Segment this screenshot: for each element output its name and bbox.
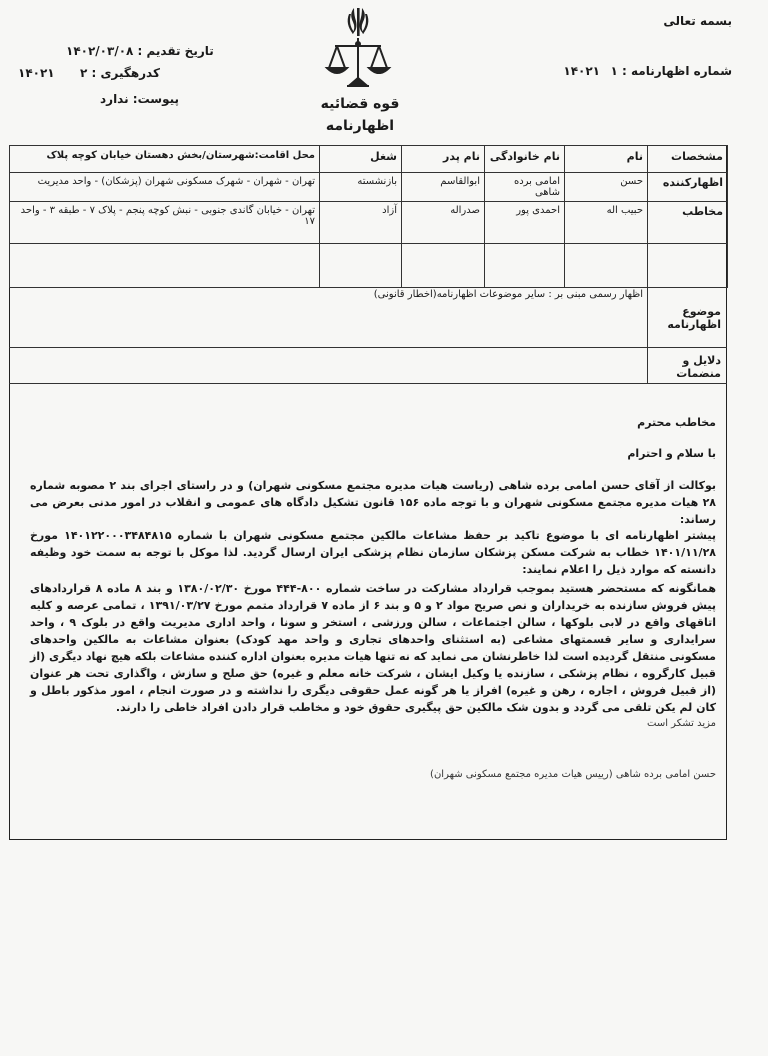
- declaration-number-label: شماره اظهارنامه : ۱: [610, 64, 732, 78]
- addressee-last-name: احمدی پور: [485, 202, 565, 244]
- tracking-code-label: کدرهگیری : ۲: [80, 66, 160, 80]
- reasons-label: دلایل و منضمات: [647, 348, 727, 384]
- declarant-first-name: حسن: [565, 173, 648, 202]
- reasons-row: [9, 348, 727, 384]
- table-header-row: [10, 146, 728, 173]
- document-title: اظهارنامه: [325, 118, 395, 134]
- org-name: قوه قضائیه: [320, 96, 400, 112]
- subject-row: [9, 285, 727, 348]
- thanks-line: مزید تشکر است: [647, 718, 716, 729]
- salutation: مخاطب محترم: [637, 416, 716, 429]
- attachment-status: پیوست: ندارد: [100, 92, 180, 106]
- declarant-address: تهران - شهران - شهرک مسکونی شهران (پزشکان) - واحد مدیریت: [10, 173, 320, 202]
- submit-date: تاریخ تقدیم : ۱۴۰۲/۰۳/۰۸: [66, 44, 214, 58]
- header-job: شغل: [320, 146, 402, 173]
- basmala: بسمه تعالی: [663, 14, 732, 28]
- paragraph-1: بوکالت از آقای حسن امامی برده شاهی (ریاست هیات مدیره مجتمع مسکونی شهران) و در راستای اجرای بند ۲ مصوبه شماره ۲۸ هیات مدیره مجتمع مسکونی شهران و با توجه ماده ۱۵۶ قانون تشکیل دادگاه های عمومی و انقلاب در امور مدنی بعرض می رساند:: [30, 479, 717, 526]
- addressee-father: صدراله: [402, 202, 485, 244]
- header-last-name: نام خانوادگی: [485, 146, 565, 173]
- declaration-number-value: ۱۴۰۲۱: [563, 64, 600, 78]
- table-row: [10, 202, 728, 244]
- signature-line: حسن امامی برده شاهی (رییس هیات مدیره مجتمع مسکونی شهران): [430, 769, 716, 780]
- table-row-empty: [10, 244, 728, 288]
- addressee-job: آزاد: [320, 202, 402, 244]
- addressee-first-name: حبیب اله: [565, 202, 648, 244]
- subject-text: اظهار رسمی مبنی بر : سایر موضوعات اظهارنامه(اخطار قانونی): [373, 289, 643, 300]
- paragraph-2: پیشتر اظهارنامه ای با موضوع تاکید بر حفظ مشاعات مالکین مجتمع مسکونی شهران با شماره ۱۴۰۱۲۲۰۰۰۳۴۸۴۸۱۵ مورخ ۱۴۰۱/۱۱/۲۸ خطاب به شرکت مسکن پزشکان سازمان نظام پزشکی ایران ارسال گردید. لذا موکل با توجه به سمت خود وظیفه دانسته که موارد ذیل را اعلام نمایند:: [30, 529, 717, 576]
- declarant-father: ابوالقاسم: [402, 173, 485, 202]
- header-father-name: نام پدر: [402, 146, 485, 173]
- row-role: مخاطب: [648, 202, 728, 244]
- header-first-name: نام: [565, 146, 648, 173]
- table-row: [10, 173, 728, 202]
- header-spec: مشخصات: [648, 146, 728, 173]
- declarant-job: بازنشسته: [320, 173, 402, 202]
- subject-label: موضوع اظهارنامه: [647, 285, 727, 348]
- declarant-last-name: امامی برده شاهی: [485, 173, 565, 202]
- row-role: اظهارکننده: [648, 173, 728, 202]
- greeting: با سلام و احترام: [627, 447, 716, 460]
- parties-table: [9, 145, 728, 288]
- header-address: محل اقامت:شهرستان/بخش دهستان خیابان کوچه پلاک: [10, 146, 320, 173]
- addressee-address: تهران - خیابان گاندی جنوبی - نبش کوچه پنجم - پلاک ۷ - طبقه ۳ - واحد ۱۷: [10, 202, 320, 244]
- judiciary-emblem-icon: [323, 4, 393, 92]
- tracking-code-value: ۱۴۰۲۱: [18, 66, 55, 80]
- paragraph-3: همانگونه که مستحضر هستید بموجب قرارداد مشارکت در ساخت شماره ۸۰۰-۴۴۴ مورخ ۱۳۸۰/۰۲/۳۰ و بند ۸ ماده ۸ قراردادهای پیش فروش سازنده به خریداران و نص صریح مواد ۲ و ۵ و بند ۶ از ماده ۷ قرارداد متمم مورخ ۱۳۹۱/۰۳/۲۷ ، تمامی عرصه و کلیه اتاقهای واقع در لابی بلوکها ، سالن اجتماعات ، سالن ورزشی ، استخر و سونا ، واحد اداری مدیریت واقع در بلوک ۹ ، واحد سرایداری و سایر قسمتهای مشاعی (به استثنای واحدهای تجاری و واحد مهد کودک) بعنوان مشاعات به مالکین واحدهای مسکونی منتقل گردیده است لذا خاطرنشان می نماید که نه تنها هیات مدیره بعنوان اداره کننده مشاعات بلکه هیچ نهاد دیگری (از قبیل کارگروه ، نظام پزشکی ، سازنده یا وکیل ایشان ، شرکت خانه معلم و غیره) حق صلح و سازش ، واگذاری تحت هر عنوان (از قبیل فروش ، اجاره ، رهن و غیره) افراز یا هر گونه عمل حقوقی دیگری را نداشته و در صورت انجام ، امور مذکور باطل و کان لم یکن تلقی می گردد و بدون شک مالکین حق پیگیری حقوق خود و مخاطب قرار دادن افراد خاطی را دارند.: [30, 582, 716, 714]
